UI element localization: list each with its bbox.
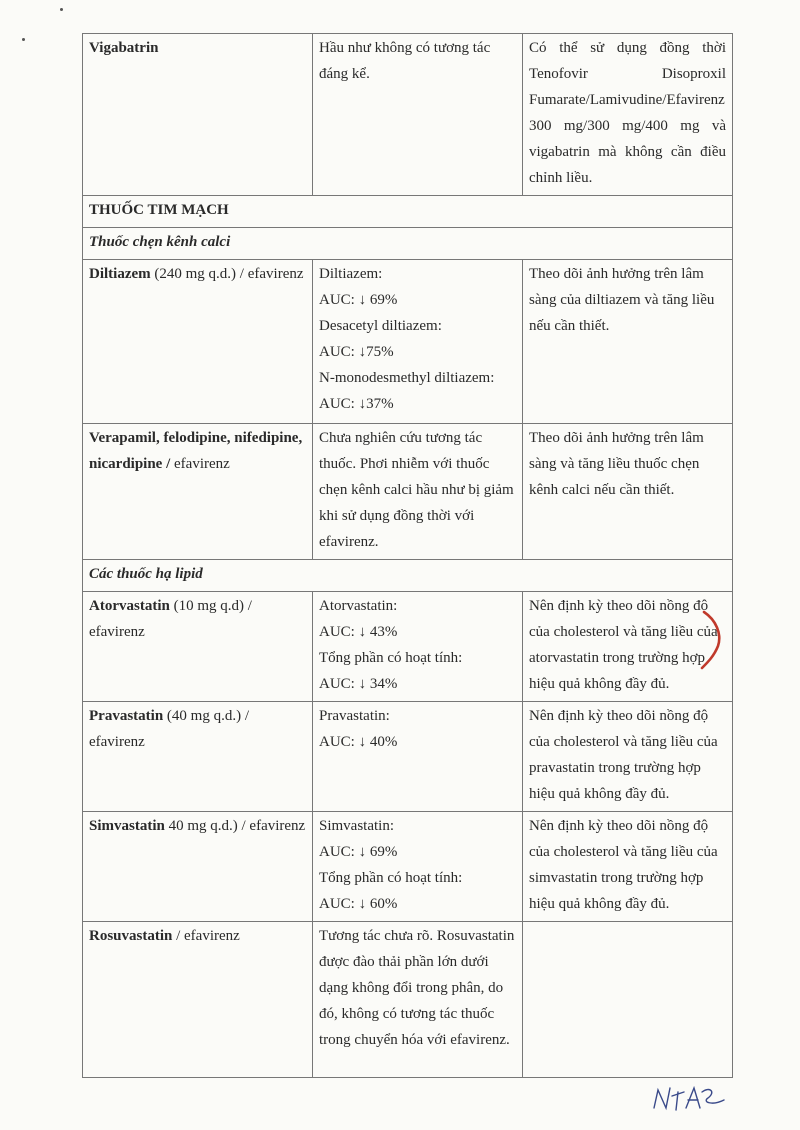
scan-speck <box>22 38 25 41</box>
effect-line: Desacetyl diltiazem: <box>319 318 442 334</box>
drug-cell <box>83 34 313 196</box>
effect-line: Simvastatin: <box>319 818 394 834</box>
drug-name: Verapamil, felodipine, nifedipine, nicardipine / <box>89 430 303 472</box>
effect-cell <box>313 922 523 1078</box>
drug-name: Simvastatin <box>89 818 165 834</box>
subsection-row <box>83 228 733 260</box>
effect-line: AUC: ↓75% <box>319 344 394 360</box>
effect-line: Atorvastatin: <box>319 598 398 614</box>
effect-line: Pravastatin: <box>319 708 390 724</box>
table-row <box>83 592 733 702</box>
effect-line: AUC: ↓ 34% <box>319 676 398 692</box>
subsection-title: Các thuốc hạ lipid <box>83 560 733 592</box>
section-row <box>83 196 733 228</box>
effect-line: Hầu như không có tương tác đáng kể. <box>319 40 491 82</box>
effect-cell <box>313 812 523 922</box>
effect-cell <box>313 260 523 424</box>
drug-cell <box>83 424 313 560</box>
drug-detail: (40 mg q.d.) / efavirenz <box>89 708 249 750</box>
effect-cell <box>313 702 523 812</box>
effect-line: AUC: ↓37% <box>319 396 394 412</box>
signature-initials <box>650 1078 730 1118</box>
recommendation-cell: Nên định kỳ theo dõi nồng độ của cholesterol và tăng liều của simvastatin trong trường hợp hiệu quả không đầy đủ. <box>523 812 733 922</box>
drug-name: Diltiazem <box>89 266 151 282</box>
subsection-row <box>83 560 733 592</box>
table-row <box>83 34 733 196</box>
drug-name: Vigabatrin <box>89 40 159 56</box>
drug-interaction-table <box>82 33 733 1078</box>
recommendation-cell: Nên định kỳ theo dõi nồng độ của cholesterol và tăng liều của pravastatin trong trường hợp hiệu quả không đầy đủ. <box>523 702 733 812</box>
drug-name: Rosuvastatin <box>89 928 173 944</box>
table-row <box>83 424 733 560</box>
drug-cell <box>83 260 313 424</box>
table-row <box>83 260 733 424</box>
effect-line: Diltiazem: <box>319 266 383 282</box>
drug-cell <box>83 812 313 922</box>
recommendation-cell: Theo dõi ảnh hưởng trên lâm sàng và tăng liều thuốc chẹn kênh calci nếu cần thiết. <box>523 424 733 560</box>
effect-line: AUC: ↓ 60% <box>319 896 398 912</box>
drug-detail: efavirenz <box>170 456 230 472</box>
recommendation-cell: Nên định kỳ theo dõi nồng độ của cholesterol và tăng liều của atorvastatin trong trường hợp hiệu quả không đầy đủ. <box>523 592 733 702</box>
effect-line: AUC: ↓ 69% <box>319 292 398 308</box>
recommendation-cell <box>523 922 733 1078</box>
drug-name: Atorvastatin <box>89 598 170 614</box>
drug-detail: (10 mg q.d) / efavirenz <box>89 598 252 640</box>
effect-line: Chưa nghiên cứu tương tác thuốc. Phơi nhiễm với thuốc chẹn kênh calci hầu như bị giảm khi sử dụng đồng thời với efavirenz. <box>319 430 514 550</box>
effect-line: Tổng phần có hoạt tính: <box>319 650 463 666</box>
drug-detail: (240 mg q.d.) / efavirenz <box>150 266 304 282</box>
drug-detail: / efavirenz <box>172 928 240 944</box>
section-title: THUỐC TIM MẠCH <box>83 196 733 228</box>
drug-detail: 40 mg q.d.) / efavirenz <box>164 818 306 834</box>
effect-line: N-monodesmethyl diltiazem: <box>319 370 495 386</box>
effect-cell <box>313 592 523 702</box>
effect-line: Tương tác chưa rõ. Rosuvastatin được đào thải phần lớn dưới dạng không đổi trong phân, do đó, không có tương tác thuốc trong chuyển hóa với efavirenz. <box>319 928 515 1048</box>
recommendation-cell: Theo dõi ảnh hưởng trên lâm sàng của diltiazem và tăng liều nếu cần thiết. <box>523 260 733 424</box>
effect-cell <box>313 34 523 196</box>
red-pen-mark <box>700 610 724 672</box>
drug-cell <box>83 922 313 1078</box>
recommendation-cell: Có thể sử dụng đồng thời Tenofovir Disoproxil Fumarate/Lamivudine/Efavirenz 300 mg/300 mg/400 mg và vigabatrin mà không cần điều chỉnh liều. <box>523 34 733 196</box>
scan-speck <box>60 8 63 11</box>
drug-cell <box>83 702 313 812</box>
table-row <box>83 812 733 922</box>
effect-line: Tổng phần có hoạt tính: <box>319 870 463 886</box>
effect-line: AUC: ↓ 69% <box>319 844 398 860</box>
subsection-title: Thuốc chẹn kênh calci <box>83 228 733 260</box>
drug-cell <box>83 592 313 702</box>
effect-cell <box>313 424 523 560</box>
table-row <box>83 922 733 1078</box>
table-row <box>83 702 733 812</box>
drug-name: Pravastatin <box>89 708 164 724</box>
effect-line: AUC: ↓ 43% <box>319 624 398 640</box>
effect-line: AUC: ↓ 40% <box>319 734 398 750</box>
